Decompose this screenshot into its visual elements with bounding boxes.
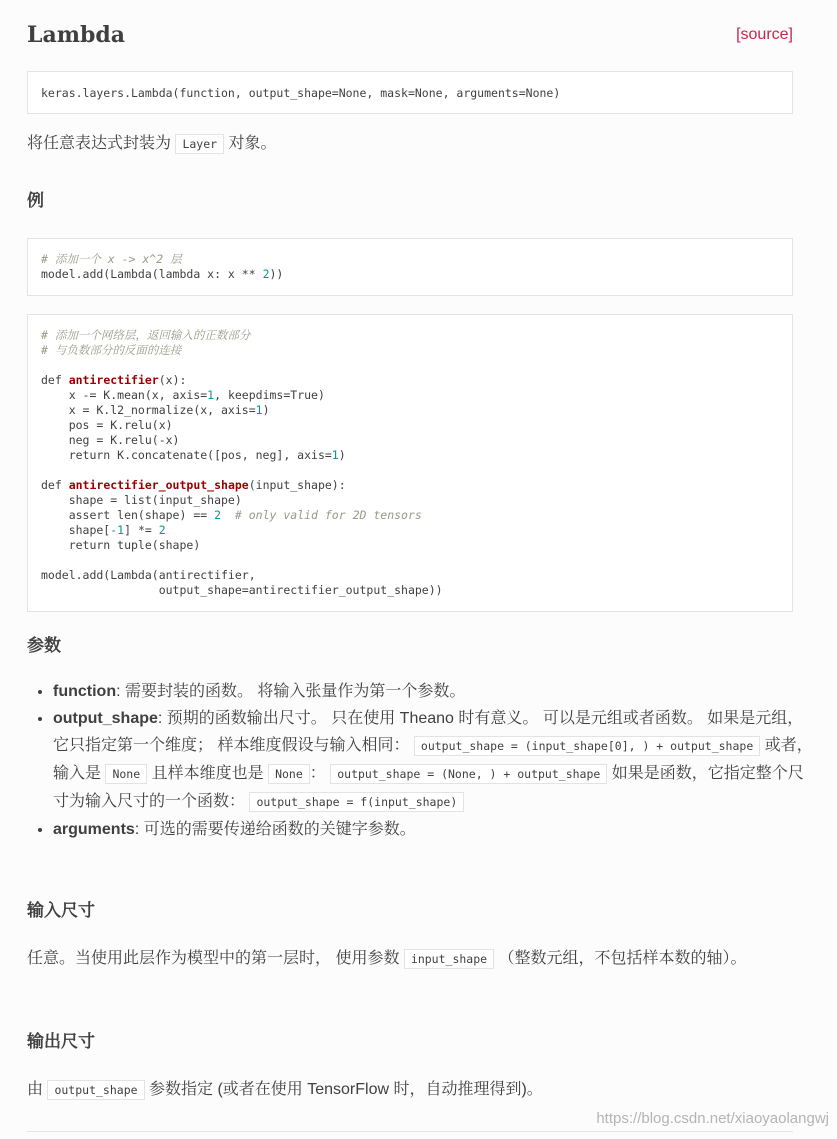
example-heading: 例 xyxy=(27,191,44,210)
inline-code: None xyxy=(268,764,310,784)
title-row xyxy=(27,22,793,52)
code-text: (input_shape): xyxy=(248,478,346,492)
list-item xyxy=(53,705,819,816)
code-text: ) xyxy=(262,403,270,417)
code-text: assert len(shape) == xyxy=(41,508,215,522)
code-text: , keepdims=True) xyxy=(214,388,325,402)
code-keyword: def xyxy=(41,478,69,492)
code-comment: # 添加一个网络层，返回输入的正数部分 xyxy=(41,328,251,342)
code-number: -1 xyxy=(110,523,125,537)
code-text: model.add(Lambda(lambda x: x ** xyxy=(41,267,263,281)
signature-code-block xyxy=(27,71,793,114)
page-title: Lambda xyxy=(27,22,126,48)
code-number: 1 xyxy=(255,403,263,417)
list-item xyxy=(53,816,819,843)
param-desc: : 预期的函数输出尺寸。 只在使用 Theano 时有意义。 可以是元组或者函数。 如果是元组，它只指定第一个维度； 样本维度假设与输入相同： xyxy=(53,710,804,754)
input-text-after: （整数元组，不包括样本数的轴）。 xyxy=(494,950,747,967)
example2-code xyxy=(28,315,792,598)
output-shape-text xyxy=(27,1076,793,1104)
code-text: model.add(Lambda(antirectifier, xyxy=(41,568,256,582)
code-text: return K.concatenate([pos, neg], axis= xyxy=(41,448,332,462)
divider xyxy=(27,1131,793,1132)
source-link[interactable]: [source] xyxy=(736,26,793,43)
input-text-before: 任意。当使用此层作为模型中的第一层时， 使用参数 xyxy=(27,950,404,967)
param-desc: ： xyxy=(309,765,331,782)
param-desc: 或者，输入是 xyxy=(53,737,813,782)
inline-code: None xyxy=(105,764,147,784)
example1-code xyxy=(28,239,792,282)
param-desc: : 需要封装的函数。 将输入张量作为第一个参数。 xyxy=(116,683,466,700)
inline-code: output_shape = (input_shape[0], ) + output_shape xyxy=(414,736,760,756)
param-name: output_shape xyxy=(53,710,158,727)
code-text: (x): xyxy=(158,373,187,387)
code-comment: # 与负数部分的反面的连接 xyxy=(41,343,182,357)
code-text: pos = K.relu(x) xyxy=(41,418,173,432)
param-desc: : 可选的需要传递给函数的关键字参数。 xyxy=(134,821,416,838)
param-desc: 如果是函数，它指定整个尺寸为输入尺寸的一个函数： xyxy=(53,765,804,810)
params-heading: 参数 xyxy=(27,636,61,655)
output-shape-heading: 输出尺寸 xyxy=(27,1032,95,1051)
signature-code: keras.layers.Lambda(function, output_shape=None, mask=None, arguments=None) xyxy=(41,86,561,100)
inline-code-layer: Layer xyxy=(175,134,224,154)
input-shape-text xyxy=(27,945,793,973)
code-text: ) xyxy=(338,448,346,462)
code-text: output_shape=antirectifier_output_shape)) xyxy=(41,583,443,597)
code-text: x -= K.mean(x, axis= xyxy=(41,388,208,402)
code-text: x = K.l2_normalize(x, axis= xyxy=(41,403,256,417)
params-list xyxy=(27,678,819,843)
param-desc: 且样本维度也是 xyxy=(147,765,269,782)
list-item xyxy=(53,678,819,705)
description-text-before: 将任意表达式封装为 xyxy=(27,135,176,152)
inline-code: output_shape = f(input_shape) xyxy=(249,792,464,812)
code-text: )) xyxy=(269,267,284,281)
code-function-name: antirectifier_output_shape xyxy=(68,478,249,492)
description-text-after: 对象。 xyxy=(224,135,277,152)
code-function-name: antirectifier xyxy=(68,373,159,387)
code-text: shape = list(input_shape) xyxy=(41,493,242,507)
code-text: ] *= xyxy=(124,523,159,537)
output-text-before: 由 xyxy=(27,1081,48,1098)
layer-description xyxy=(27,130,793,158)
code-text: shape[ xyxy=(41,523,111,537)
code-number: 2 xyxy=(214,508,222,522)
output-text-after: 参数指定 (或者在使用 TensorFlow 时，自动推理得到)。 xyxy=(144,1081,543,1098)
code-number: 1 xyxy=(331,448,339,462)
watermark: https://blog.csdn.net/xiaoyaolangwj xyxy=(596,1110,829,1127)
code-comment: # 添加一个 x -> x^2 层 xyxy=(41,252,182,266)
code-text: return tuple(shape) xyxy=(41,538,201,552)
example1-code-block xyxy=(27,238,793,296)
code-number: 2 xyxy=(262,267,270,281)
inline-code-input-shape: input_shape xyxy=(404,949,494,969)
inline-code: output_shape = (None, ) + output_shape xyxy=(330,764,607,784)
input-shape-heading: 输入尺寸 xyxy=(27,901,95,920)
code-number: 2 xyxy=(158,523,166,537)
example2-code-block xyxy=(27,314,793,612)
code-comment: # only valid for 2D tensors xyxy=(221,508,422,522)
inline-code-output-shape: output_shape xyxy=(47,1080,144,1100)
param-name: arguments xyxy=(53,821,135,838)
code-number: 1 xyxy=(207,388,215,402)
code-keyword: def xyxy=(41,373,69,387)
param-name: function xyxy=(53,683,117,700)
code-text: neg = K.relu(-x) xyxy=(41,433,180,447)
